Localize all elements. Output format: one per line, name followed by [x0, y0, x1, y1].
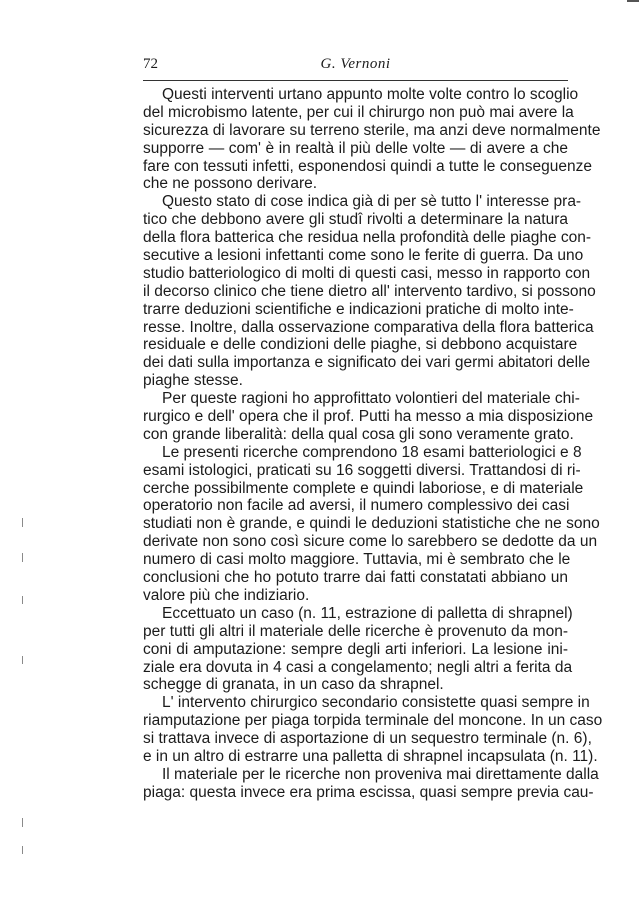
body-text — [143, 86, 603, 802]
text-line: L' intervento chirurgico secondario consistette quasi sempre in — [162, 694, 590, 712]
text-line: Il materiale per le ricerche non proveniva mai direttamente dalla — [162, 765, 599, 783]
text-line: del microbismo latente, per cui il chirurgo non può mai avere la — [143, 103, 574, 121]
page-number: 72 — [143, 56, 158, 72]
text-line: sicurezza di lavorare su terreno sterile, ma anzi deve normalmente — [143, 121, 601, 139]
text-line: si trattava invece di asportazione di un sequestro terminale (n. 6), — [143, 730, 592, 748]
header-rule — [143, 80, 568, 81]
text-line: con grande liberalità: della qual cosa gli sono veramente grato. — [143, 425, 574, 443]
paragraph — [143, 604, 573, 694]
page-header — [143, 56, 568, 80]
margin-mark — [22, 518, 23, 527]
text-line: Questo stato di cose indica già di per sè tutto l' interesse pra- — [162, 193, 582, 211]
text-line: coni di amputazione: sempre degli arti inferiori. La lesione ini- — [143, 640, 568, 658]
text-line: numero di casi molto maggiore. Tuttavia, mi è sembrato che le — [143, 551, 571, 569]
text-line: conclusioni che ho potuto trarre dai fatti constatati abbiano un — [143, 569, 568, 587]
text-line: Eccettuato un caso (n. 11, estrazione di palletta di shrapnel) — [162, 604, 573, 622]
margin-mark — [22, 656, 23, 664]
paragraph — [143, 193, 596, 390]
margin-mark — [22, 818, 23, 827]
margin-mark — [22, 846, 23, 854]
text-line: della flora batterica che residua nella profondità delle piaghe con- — [143, 229, 592, 247]
text-line: dei dati sulla importanza e significato dei vari germi abitatori delle — [143, 354, 591, 372]
text-line: esami istologici, praticati su 16 soggetti diversi. Trattandosi di ri- — [143, 461, 581, 479]
text-line: tico che debbono avere gli studî rivolti a determinare la natura — [143, 211, 568, 229]
text-line: derivate non sono così sicure come lo sarebbero se dedotte da un — [143, 533, 598, 551]
text-line: Le presenti ricerche comprendono 18 esami batteriologici e 8 — [162, 443, 582, 461]
text-line: piaga: questa invece era prima escissa, quasi sempre previa cau- — [143, 783, 594, 801]
text-line: per tutti gli altri il materiale delle ricerche è provenuto da mon- — [143, 622, 568, 640]
scan-corner-mark — [627, 0, 639, 2]
paragraph — [143, 694, 603, 766]
text-line: secutive a lesioni infettanti come sono le ferite di guerra. Da uno — [143, 247, 584, 265]
text-line: operatorio non facile ad aversi, il numero complessivo dei casi — [143, 497, 570, 515]
text-line: riamputazione per piaga torpida terminale del moncone. In un caso — [143, 712, 603, 730]
paragraph — [143, 443, 600, 605]
paragraph — [143, 390, 594, 444]
text-line: studio batteriologico di molti di questi casi, messo in rapporto con — [143, 264, 591, 282]
text-line: studiati non è grande, e quindi le deduzioni statistiche che ne sono — [143, 515, 600, 533]
text-line: supporre — com' è in realtà il più delle volte — di avere a che — [143, 139, 568, 157]
paragraph — [143, 765, 599, 802]
text-line: che ne possono derivare. — [143, 175, 318, 193]
margin-mark — [22, 553, 23, 562]
text-line: e in un altro di estrarre una palletta di shrapnel incapsulata (n. 11). — [143, 747, 598, 765]
running-head: G. Vernoni — [320, 56, 391, 72]
text-line: valore più che indiziario. — [143, 586, 310, 604]
margin-mark — [22, 596, 23, 604]
paragraph — [143, 86, 601, 193]
text-line: cerche possibilmente complete e quindi laboriose, e di materiale — [143, 479, 584, 497]
text-line: Questi interventi urtano appunto molte volte contro lo scoglio — [162, 86, 579, 103]
text-line: trarre deduzioni scientifiche e indicazioni pratiche di molto inte- — [143, 300, 574, 318]
text-line: fare con tessuti infetti, esponendosi quindi a tutte le conseguenze — [143, 157, 592, 175]
text-line: schegge di granata, in un caso da shrapnel. — [143, 676, 444, 694]
text-line: rurgico e dell' opera che il prof. Putti ha messo a mia disposizione — [143, 408, 594, 426]
text-line: il decorso clinico che tiene dietro all' intervento tardivo, si possono — [143, 282, 596, 300]
text-line: resse. Inoltre, dalla osservazione comparativa della flora batterica — [143, 318, 594, 336]
text-line: ziale era dovuta in 4 casi a congelamento; negli altri a ferita da — [143, 658, 573, 676]
text-line: residuale e delle condizioni delle piaghe, si debbono acquistare — [143, 336, 578, 354]
text-line: piaghe stesse. — [143, 372, 243, 390]
text-line: Per queste ragioni ho approfittato volontieri del materiale chi- — [162, 390, 580, 408]
